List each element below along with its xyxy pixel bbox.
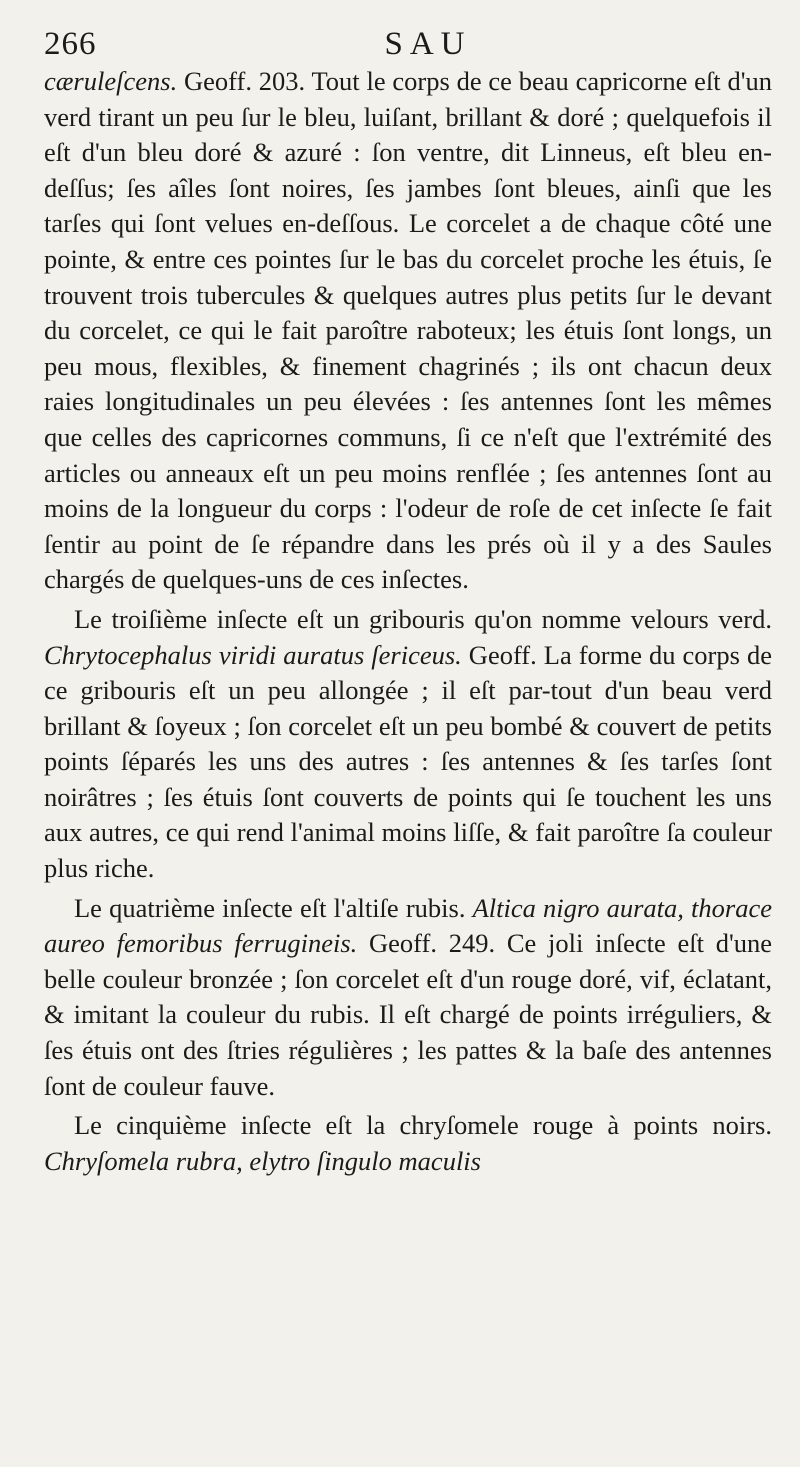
paragraph-2 (44, 602, 772, 887)
species-name-italic: Altica nigro aurata, thorace aureo femoribus ferrugineis. (44, 892, 772, 959)
running-head (44, 22, 772, 66)
paragraph-text: Geoff. 203. Tout le corps de ce beau capricorne eſt d'un verd tirant un peu ſur le bleu, luiſant, brillant & doré ; quelquefois il eſt d'un bleu doré & azuré : ſon ventre, dit Linneus, eſt bleu en-deſſus; ſes aîles ſont noires, ſes jambes ſont bleues, ainſi que les tarſes qui ſont velues en-deſſous. Le corcelet a de chaque côté une pointe, & entre ces pointes ſur le bas du corcelet proche les étuis, ſe trouvent trois tubercules & quelques autres plus petits ſur le devant du corcelet, ce qui le fait paroître raboteux; les étuis ſont longs, un peu mous, flexibles, & finement chagrinés ; ils ont chacun deux raies longitudinales un peu élevées : ſes antennes ſont les mêmes que celles des capricornes communs, ſi ce n'eſt que l'extrémité des articles ou anneaux eſt un peu moins renflée ; ſes antennes ſont au moins de la longueur du corps : l'odeur de roſe de cet inſecte ſe fait ſentir au point de ſe répandre dans les prés où il y a des Saules chargés de quelques-uns de ces inſectes. (44, 66, 772, 595)
species-name-italic: cæruleſcens. (44, 66, 178, 96)
paragraph-4 (44, 1108, 772, 1179)
running-title: SAU (384, 26, 472, 62)
paragraph-text: Le troiſième inſecte eſt un gribouris qu'on nomme velours verd. (74, 603, 772, 634)
page-number: 266 (44, 26, 97, 62)
paragraph-text: Le quatrième inſecte eſt l'altiſe rubis. (74, 892, 473, 923)
paragraph-1 (44, 64, 772, 598)
paragraph-text: Geoff. 249. Ce joli inſecte eſt d'une belle couleur bronzée ; ſon corcelet eſt d'un rouge doré, vif, éclatant, & imitant la couleur du rubis. Il eſt chargé de points irréguliers, & ſes étuis ont des ſtries régulières ; les pattes & la baſe des antennes ſont de couleur fauve. (44, 928, 772, 1101)
paragraph-text: Geoff. La forme du corps de ce gribouris eſt un peu allongée ; il eſt par-tout d'un beau verd brillant & ſoyeux ; ſon corcelet eſt un peu bombé & couvert de petits points ſéparés les uns des autres : ſes antennes & ſes tarſes ſont noirâtres ; ſes étuis ſont couverts de points qui ſe touchent les uns aux autres, ce qui rend l'animal moins liſſe, & fait paroître ſa couleur plus riche. (44, 639, 772, 884)
paragraph-text: Le cinquième inſecte eſt la chryſomele rouge à points noirs. (74, 1110, 772, 1141)
species-name-italic: Chrytocephalus viridi auratus ſericeus. (44, 639, 462, 670)
paragraph-3 (44, 891, 772, 1105)
body-text (44, 64, 772, 1179)
species-name-italic: Chryſomela rubra, elytro ſingulo maculis (44, 1145, 481, 1176)
